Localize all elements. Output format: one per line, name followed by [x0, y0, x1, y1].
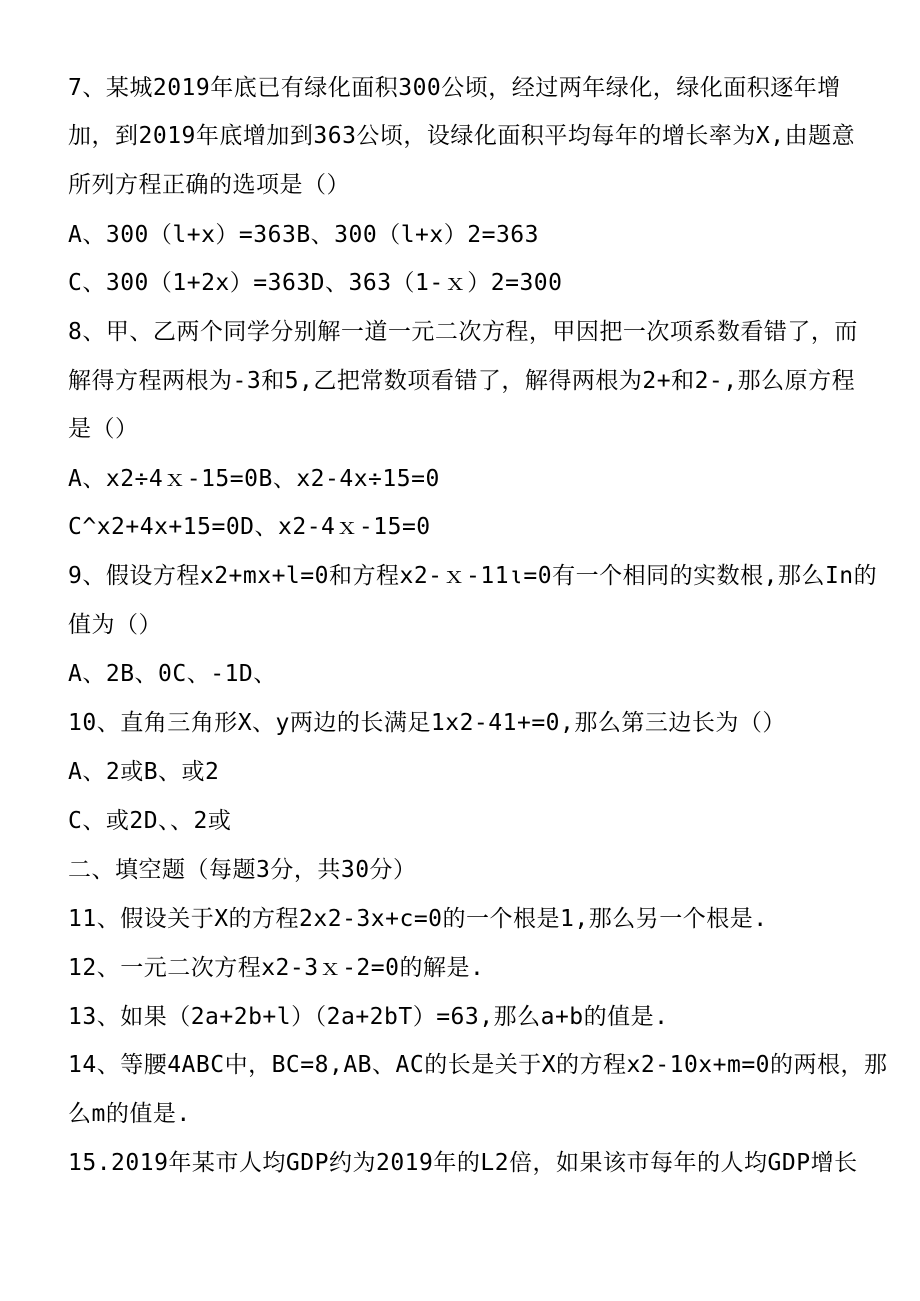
- q8-options-ab: A、x2÷4ｘ-15=0B、x2-4x÷15=0: [68, 466, 440, 492]
- q14-line-2: 么m的值是.: [68, 1101, 191, 1127]
- q7-line-2: 加，到2019年底增加到363公顷，设绿化面积平均每年的增长率为X,由题意: [68, 123, 856, 149]
- q8-line-2: 解得方程两根为-3和5,乙把常数项看错了，解得两根为2+和2-,那么原方程: [68, 368, 856, 394]
- q9-line-2: 值为（）: [68, 612, 162, 638]
- q12-line: 12、一元二次方程x2-3ｘ-2=0的解是.: [68, 955, 485, 981]
- q13-line: 13、如果（2a+2b+l）（2a+2bT）=63,那么a+b的值是.: [68, 1004, 669, 1030]
- q8-line-1: 8、甲、乙两个同学分别解一道一元二次方程，甲因把一次项系数看错了，而: [68, 319, 858, 345]
- section-heading-fill-blank: 二、填空题（每题3分，共30分）: [68, 857, 417, 883]
- q9-line-1: 9、假设方程x2+mx+l=0和方程x2-ｘ-11ι=0有一个相同的实数根,那么In的: [68, 563, 878, 589]
- q11-line: 11、假设关于X的方程2x2-3x+c=0的一个根是1,那么另一个根是.: [68, 906, 768, 932]
- q15-line-1: 15.2019年某市人均GDP约为2019年的L2倍，如果该市每年的人均GDP增长: [68, 1150, 858, 1176]
- q7-options-ab: A、300（l+x）=363B、300（l+x）2=363: [68, 222, 539, 248]
- q10-options-cd: C、或2D、、2或: [68, 808, 232, 834]
- q10-options-ab: A、2或B、或2: [68, 759, 220, 785]
- q9-options: A、2B、0C、-1D、: [68, 661, 277, 687]
- q14-line-1: 14、等腰4ABC中，BC=8,AB、AC的长是关于X的方程x2-10x+m=0的两根，那: [68, 1052, 888, 1078]
- q7-line-3: 所列方程正确的选项是（）: [68, 172, 350, 198]
- q10-line-1: 10、直角三角形X、y两边的长满足1x2-41+=0,那么第三边长为（）: [68, 710, 786, 736]
- q7-options-cd: C、300（1+2x）=363D、363（1-ｘ）2=300: [68, 270, 563, 296]
- q7-line-1: 7、某城2019年底已有绿化面积300公顷，经过两年绿化，绿化面积逐年增: [68, 75, 841, 101]
- q8-options-cd: C^x2+4x+15=0D、x2-4ｘ-15=0: [68, 514, 431, 540]
- q8-line-3: 是（）: [68, 416, 139, 442]
